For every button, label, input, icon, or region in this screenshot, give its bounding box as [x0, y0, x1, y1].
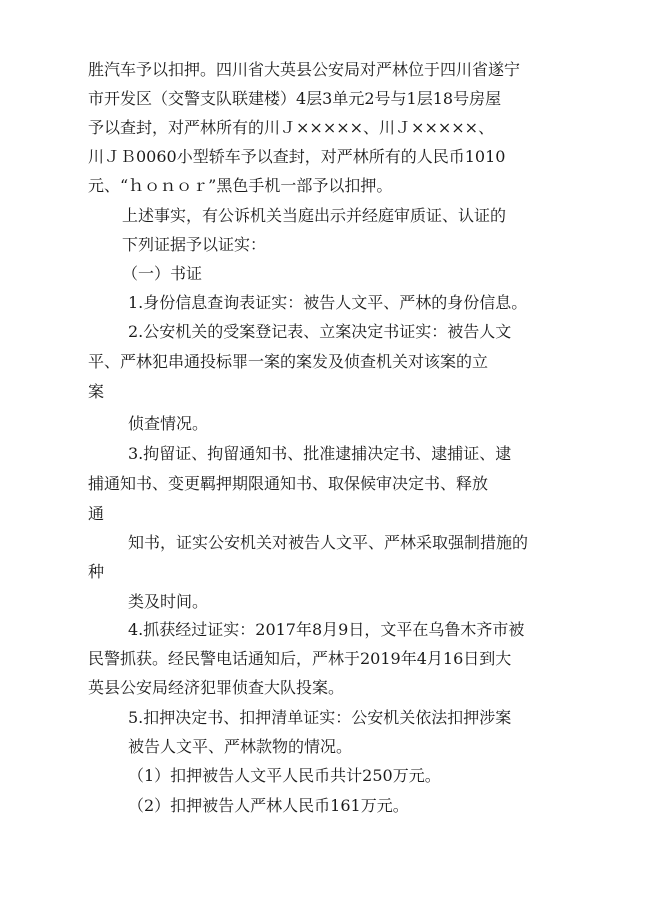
list-item: （1）扣押被告人文平人民币共计250万元。 — [128, 766, 441, 785]
text-line: 案 — [88, 382, 105, 401]
text-line: 知书，证实公安机关对被告人文平、严林采取强制措施的 — [128, 533, 529, 552]
text-line: 川ＪＢ0060小型轿车予以查封，对严林所有的人民币1010 — [88, 147, 506, 166]
text-line: 民警抓获。经民警电话通知后，严林于2019年4月16日到大 — [88, 649, 512, 668]
text-line: 4.抓获经过证实：2017年8月9日，文平在乌鲁木齐市被 — [128, 620, 525, 639]
text-line: 类及时间。 — [128, 592, 209, 611]
text-line: 捕通知书、变更羁押期限通知书、取保候审决定书、释放 — [88, 474, 489, 493]
list-item: （2）扣押被告人严林人民币161万元。 — [128, 796, 409, 815]
text-line: 3.拘留证、拘留通知书、批准逮捕决定书、逮捕证、逮 — [128, 444, 512, 463]
text-line: 市开发区（交警支队联建楼）4层3单元2号与1层18号房屋 — [88, 89, 502, 108]
section-heading: （一）书证 — [122, 264, 203, 283]
text-line: 2.公安机关的受案登记表、立案决定书证实：被告人文 — [128, 322, 512, 341]
text-line: 英县公安局经济犯罪侦查大队投案。 — [88, 678, 345, 697]
text-line: 平、严林犯串通投标罪一案的案发及侦查机关对该案的立 — [88, 352, 489, 371]
text-line: 1.身份信息查询表证实：被告人文平、严林的身份信息。 — [128, 293, 528, 312]
text-line: 下列证据予以证实： — [122, 235, 267, 254]
text-line: 胜汽车予以扣押。四川省大英县公安局对严林位于四川省遂宁 — [88, 60, 521, 79]
text-line: 元、“ｈｏｎｏｒ”黑色手机一部予以扣押。 — [88, 176, 393, 195]
text-line: 种 — [88, 562, 105, 581]
text-line: 予以查封，对严林所有的川Ｊ×××××、川Ｊ×××××、 — [88, 118, 495, 137]
text-line: 被告人文平、严林款物的情况。 — [128, 737, 353, 756]
text-line: 通 — [88, 504, 105, 523]
text-line: 上述事实，有公诉机关当庭出示并经庭审质证、认证的 — [122, 206, 507, 225]
text-line: 5.扣押决定书、扣押清单证实：公安机关依法扣押涉案 — [128, 708, 512, 727]
text-line: 侦查情况。 — [128, 414, 209, 433]
